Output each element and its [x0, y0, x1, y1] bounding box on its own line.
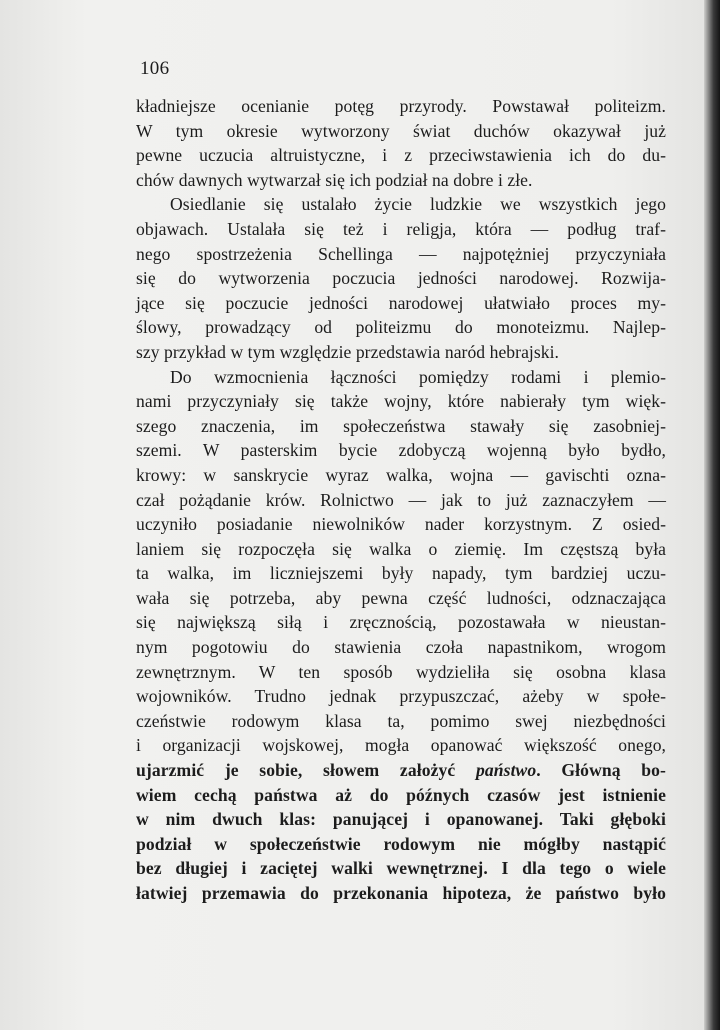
- text-line: W tym okresie wytworzony świat duchów okazywał już: [136, 120, 666, 141]
- text-line: krowy: w sanskrycie wyraz walka, wojna — gavischti ozna-: [136, 464, 666, 485]
- text-line: jące się poczucie jedności narodowej ułatwiało proces my-: [136, 292, 666, 313]
- text-line: czeństwie rodowym klasa ta, pomimo swej niezbędności: [136, 710, 666, 731]
- text-line: nym pogotowiu do stawienia czoła napastnikom, wrogom: [136, 637, 666, 658]
- text-line: czał pożądanie krów. Rolnictwo — jak to już zaznaczyłem —: [136, 489, 666, 510]
- page-edge-shadow: [704, 0, 720, 1030]
- text-line: wiem cechą państwa aż do późnych czasów jest istnienie: [136, 784, 666, 805]
- text-line: ta walka, im liczniejszemi były napady, tym bardziej uczu-: [136, 563, 666, 584]
- text-line: wała się potrzeba, aby pewna część ludności, odznaczająca: [136, 587, 666, 608]
- text-line: nami przyczyniały się także wojny, które nabierały tym więk-: [136, 391, 666, 412]
- text-line: i organizacji wojskowej, mogła opanować większość onego,: [136, 735, 666, 756]
- text-line: się do wytworzenia poczucia jedności narodowej. Rozwija-: [136, 268, 666, 289]
- text-line: Osiedlanie się ustalało życie ludzkie we wszystkich jego: [170, 194, 666, 215]
- text-segment: ujarzmić je sobie, słowem założyć: [136, 760, 476, 781]
- text-line: uczyniło posiadanie niewolników nader korzystnym. Z osied-: [136, 514, 666, 535]
- text-line: pewne uczucia altruistyczne, i z przeciwstawienia ich do du-: [136, 145, 666, 166]
- text-line: szemi. W pasterskim bycie zdobyczą wojenną było bydło,: [136, 440, 666, 461]
- text-line: kładniejsze ocenianie potęg przyrody. Powstawał politeizm.: [136, 96, 666, 116]
- text-line: bez długiej i zaciętej walki wewnętrznej. I dla tego o wiele: [136, 858, 666, 879]
- text-line: wojowników. Trudno jednak przypuszczać, ażeby w społe-: [136, 686, 666, 707]
- text-line: ślowy, prowadzący od politeizmu do monoteizmu. Najlep-: [136, 317, 666, 338]
- text-line: zewnętrznym. W ten sposób wydzieliła się osobna klasa: [136, 661, 666, 682]
- text-line: nego spostrzeżenia Schellinga — najpotężniej przyczyniała: [136, 243, 666, 264]
- text-line: [136, 758, 666, 783]
- text-line: objawach. Ustalała się też i religja, która — podług traf-: [136, 218, 666, 239]
- text-line: szy przykład w tym względzie przedstawia naród hebrajski.: [136, 341, 559, 362]
- text-line: łatwiej przemawia do przekonania hipoteza, że państwo było: [136, 883, 666, 903]
- text-line: Do wzmocnienia łączności pomiędzy rodami i plemio-: [170, 366, 666, 387]
- page-number: 106: [140, 58, 170, 79]
- body-text: [136, 94, 666, 906]
- text-line: szego znaczenia, im społeczeństwa stawały się zasobniej-: [136, 415, 666, 436]
- emphasized-word: państwo: [475, 760, 537, 781]
- text-line: chów dawnych wytwarzał się ich podział na dobre i złe.: [136, 169, 533, 190]
- text-line: podział w społeczeństwie rodowym nie mógłby nastąpić: [136, 833, 666, 854]
- text-line: laniem się rozpoczęła się walka o ziemię. Im częstszą była: [136, 538, 666, 559]
- text-segment: . Główną bo-: [536, 760, 666, 781]
- text-line: w nim dwuch klas: panującej i opanowanej. Taki głęboki: [136, 809, 666, 830]
- text-line: się największą siłą i zręcznością, pozostawała w nieustan-: [136, 612, 666, 633]
